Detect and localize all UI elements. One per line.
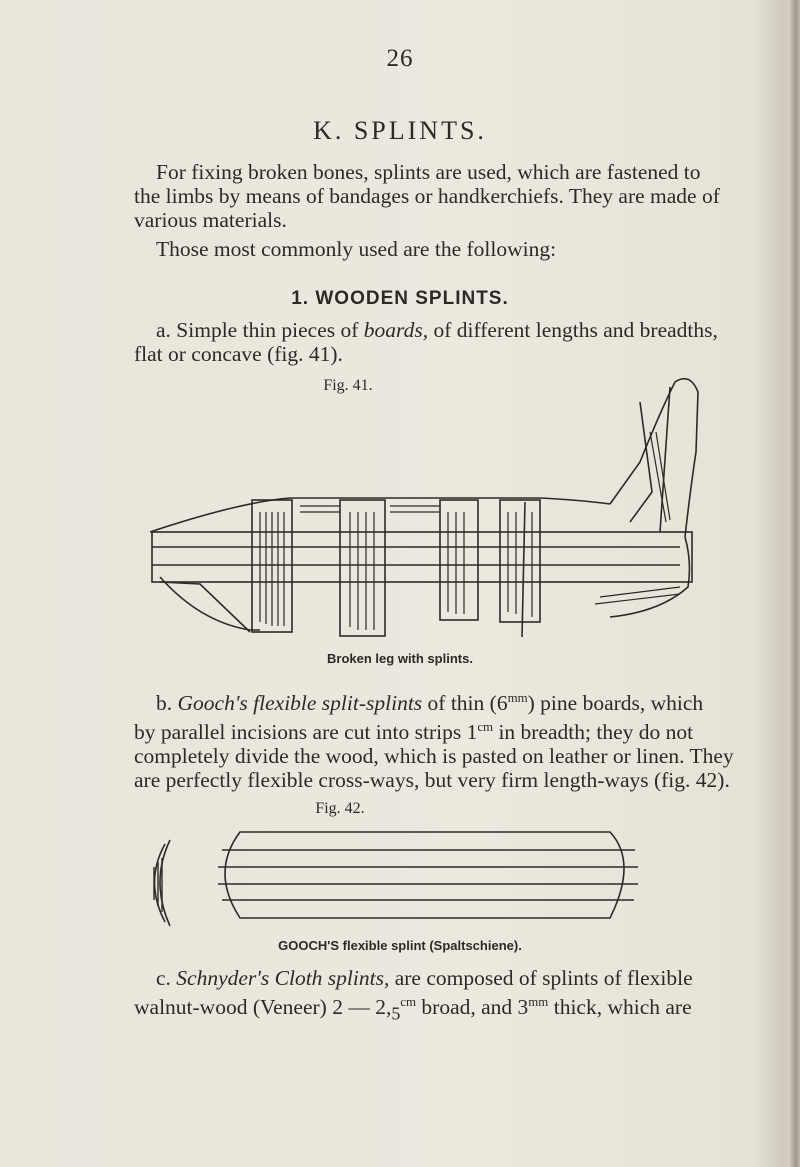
item-b-line-2-end: in breadth; they do not bbox=[493, 720, 694, 745]
item-a-paragraph bbox=[134, 318, 718, 366]
common-paragraph bbox=[156, 237, 726, 261]
item-c-line-2c: thick, which are bbox=[548, 995, 692, 1020]
intro-line-3: various materials. bbox=[134, 208, 287, 232]
item-b-marker: b. bbox=[156, 691, 173, 716]
item-c-unit-mm: mm bbox=[528, 995, 549, 1009]
item-c-marker: c. bbox=[156, 966, 171, 990]
page-number: 26 bbox=[386, 45, 414, 72]
intro-line-1: For fixing broken bones, splints are used, which are fastened to bbox=[156, 160, 701, 184]
section-heading: K. SPLINTS. bbox=[313, 116, 487, 145]
item-c-line-2b: broad, and 3 bbox=[416, 995, 529, 1020]
fig42-label: Fig. 42. bbox=[315, 800, 365, 817]
fig41-caption: Broken leg with splints. bbox=[327, 651, 473, 666]
fig42-gooch-splint-illustration bbox=[140, 822, 700, 938]
item-b-unit-mm: mm bbox=[507, 691, 528, 705]
item-a-text-rest: of different lengths and breadths, bbox=[433, 318, 718, 342]
item-b-emphasis: Gooch's flexible split-splints bbox=[177, 691, 423, 716]
fig42-caption: GOOCH'S flexible splint (Spaltschiene). bbox=[278, 938, 522, 953]
item-a-line-2: flat or concave (fig. 41). bbox=[134, 342, 343, 366]
item-c-emphasis: Schnyder's Cloth splints, bbox=[176, 966, 390, 990]
fig41-label: Fig. 41. bbox=[323, 377, 373, 394]
item-a-text: Simple thin pieces of bbox=[176, 318, 359, 342]
intro-line-2: the limbs by means of bandages or handkerchiefs. They are made of bbox=[134, 184, 720, 208]
page-edge-shadow bbox=[790, 0, 800, 1167]
item-c-unit-cm: cm bbox=[400, 995, 417, 1009]
item-c-line-2a: walnut-wood (Veneer) 2 — 2, bbox=[134, 995, 392, 1020]
item-b-line-2: by parallel incisions are cut into strips 1 bbox=[134, 720, 478, 745]
common-line: Those most commonly used are the following: bbox=[156, 237, 557, 261]
fig41-broken-leg-illustration bbox=[140, 372, 700, 644]
item-a-emphasis: boards, bbox=[363, 318, 429, 342]
item-c-paragraph bbox=[134, 966, 704, 1025]
item-b-text: of thin (6 bbox=[427, 691, 508, 716]
item-b-text-end: ) pine boards, which bbox=[527, 691, 704, 716]
item-b-paragraph bbox=[134, 686, 734, 793]
item-b-unit-cm: cm bbox=[477, 720, 494, 735]
intro-paragraph bbox=[134, 160, 720, 232]
item-b-line-4: are perfectly flexible cross-ways, but very firm length-ways (fig. 42). bbox=[134, 768, 730, 793]
item-c-text: are composed of splints of flexible bbox=[394, 966, 693, 990]
item-b-line-3: completely divide the wood, which is pasted on leather or linen. They bbox=[134, 744, 734, 769]
item-a-marker: a. bbox=[156, 318, 171, 342]
subheading-wooden-splints: 1. WOODEN SPLINTS. bbox=[291, 288, 509, 309]
item-c-sub-5: 5 bbox=[391, 1003, 401, 1024]
